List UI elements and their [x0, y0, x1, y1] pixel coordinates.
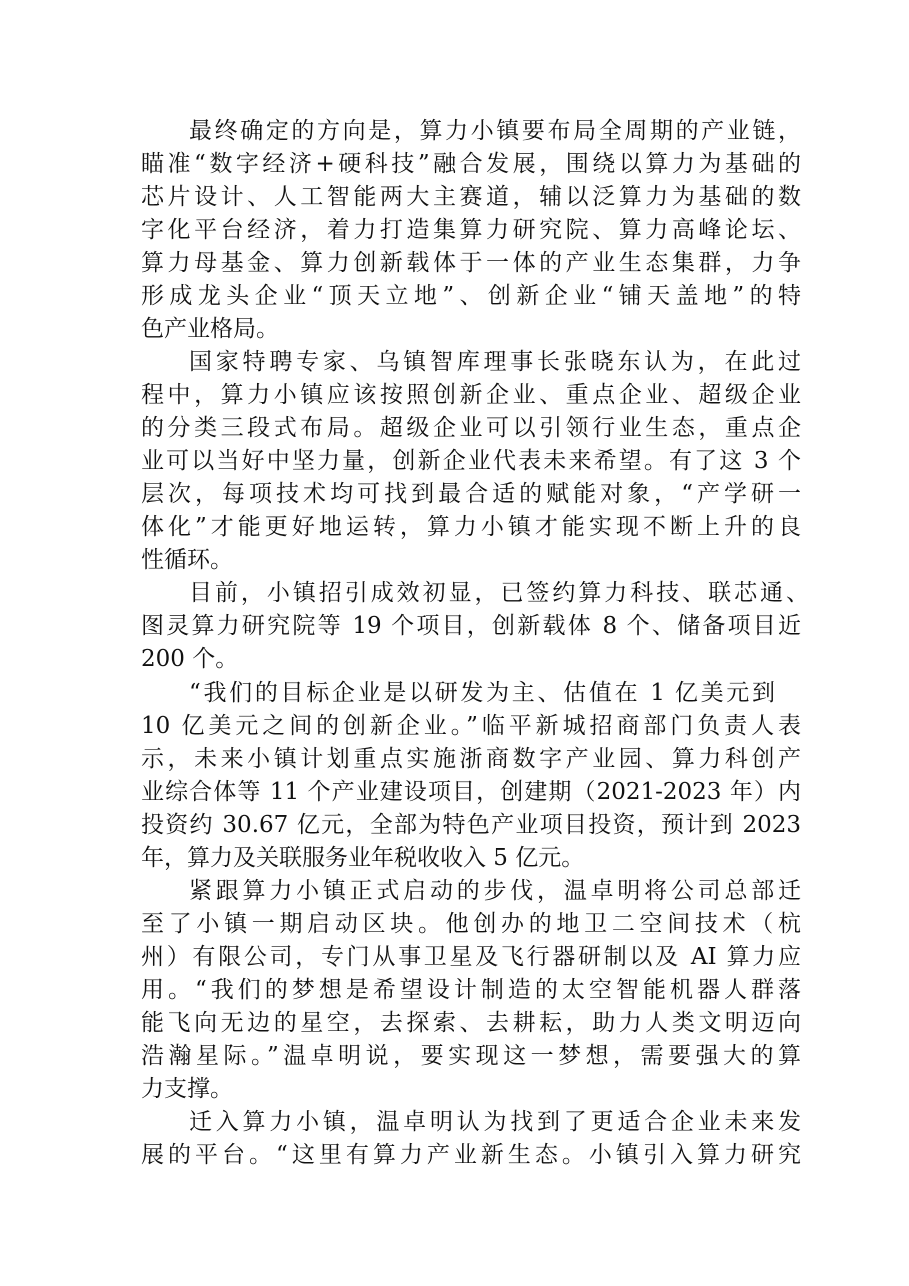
paragraph-2-line-4: 业可以当好中坚力量，创新企业代表未来希望。有了这 3 个 — [141, 448, 801, 474]
paragraph-5-line-4: 用。“我们的梦想是希望设计制造的太空智能机器人群落 — [141, 977, 801, 1003]
paragraph-1-line-4: 字化平台经济，着力打造集算力研究院、算力高峰论坛、 — [141, 217, 801, 243]
paragraph-4-line-5: 投资约 30.67 亿元，全部为特色产业项目投资，预计到 2023 — [141, 812, 801, 838]
paragraph-2-line-3: 的分类三段式布局。超级企业可以引领行业生态，重点企 — [141, 415, 801, 441]
paragraph-1-line-7: 色产业格局。 — [141, 316, 279, 342]
paragraph-4-line-1: “我们的目标企业是以研发为主、估值在 1 亿美元到 — [189, 680, 775, 706]
paragraph-2-line-1: 国家特聘专家、乌镇智库理事长张晓东认为，在此过 — [189, 349, 801, 375]
paragraph-1-line-5: 算力母基金、算力创新载体于一体的产业生态集群，力争 — [141, 250, 801, 276]
paragraph-4-line-6: 年，算力及关联服务业年税收收入 5 亿元。 — [141, 845, 585, 871]
paragraph-1-line-1: 最终确定的方向是，算力小镇要布局全周期的产业链， — [189, 118, 801, 144]
paragraph-2-line-7: 性循环。 — [141, 547, 233, 573]
paragraph-5-line-6: 浩瀚星际。”温卓明说，要实现这一梦想，需要强大的算 — [141, 1043, 801, 1069]
paragraph-5-line-5: 能飞向无边的星空，去探索、去耕耘，助力人类文明迈向 — [141, 1010, 801, 1036]
paragraph-3-line-1: 目前，小镇招引成效初显，已签约算力科技、联芯通、 — [189, 580, 809, 606]
paragraph-1-line-6: 形成龙头企业“顶天立地”、创新企业“铺天盖地”的特 — [141, 283, 801, 309]
paragraph-5-line-3: 州）有限公司，专门从事卫星及飞行器研制以及 AI 算力应 — [141, 944, 801, 970]
paragraph-6-line-2: 展的平台。“这里有算力产业新生态。小镇引入算力研究 — [141, 1142, 801, 1168]
paragraph-4-line-3: 示，未来小镇计划重点实施浙商数字产业园、算力科创产 — [141, 746, 801, 772]
paragraph-4-line-2: 10 亿美元之间的创新企业。”临平新城招商部门负责人表 — [141, 713, 801, 739]
paragraph-1-line-3: 芯片设计、人工智能两大主赛道，辅以泛算力为基础的数 — [141, 184, 801, 210]
paragraph-4-line-4: 业综合体等 11 个产业建设项目，创建期（2021-2023 年）内 — [141, 779, 801, 805]
paragraph-5-line-7: 力支撑。 — [141, 1076, 233, 1102]
paragraph-2-line-6: 体化”才能更好地运转，算力小镇才能实现不断上升的良 — [141, 514, 801, 540]
paragraph-1-line-2: 瞄准“数字经济+硬科技”融合发展，围绕以算力为基础的 — [141, 151, 801, 177]
paragraph-2-line-2: 程中，算力小镇应该按照创新企业、重点企业、超级企业 — [141, 382, 801, 408]
paragraph-2-line-5: 层次，每项技术均可找到最合适的赋能对象，“产学研一 — [141, 481, 801, 507]
paragraph-5-line-2: 至了小镇一期启动区块。他创办的地卫二空间技术（杭 — [141, 911, 801, 937]
paragraph-5-line-1: 紧跟算力小镇正式启动的步伐，温卓明将公司总部迁 — [189, 878, 801, 904]
paragraph-6-line-1: 迁入算力小镇，温卓明认为找到了更适合企业未来发 — [189, 1109, 801, 1135]
paragraph-3-line-2: 图灵算力研究院等 19 个项目，创新载体 8 个、储备项目近 — [141, 613, 801, 639]
paragraph-3-line-3: 200 个。 — [141, 646, 239, 672]
